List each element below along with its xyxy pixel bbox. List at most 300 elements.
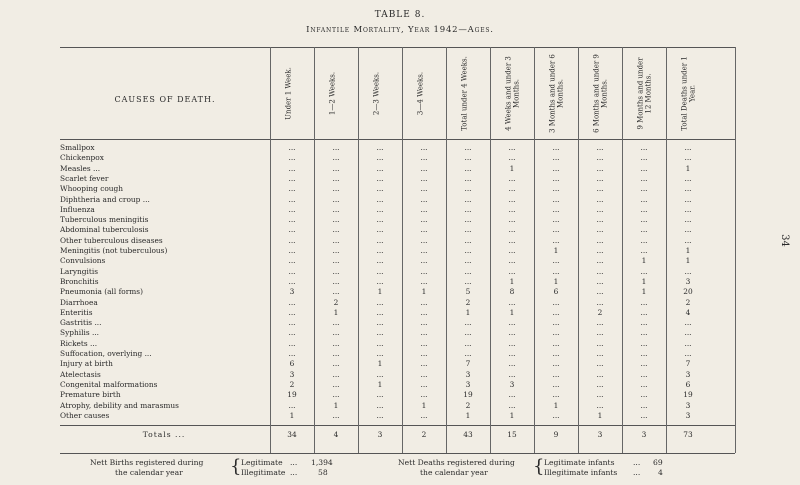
- cause-label: Tuberculous meningitis: [60, 215, 149, 225]
- table-cell: ...: [684, 173, 692, 183]
- totals-cell: 2: [421, 430, 427, 439]
- cause-label: Convulsions: [60, 256, 106, 266]
- table-row: [0, 328, 800, 338]
- table-cell: ...: [420, 256, 428, 266]
- table-cell: 2: [685, 297, 691, 307]
- table-cell: ...: [332, 369, 340, 379]
- table-cell: ...: [596, 276, 604, 286]
- table-cell: ...: [332, 143, 340, 152]
- deaths-label-2: the calendar year: [420, 468, 488, 477]
- table-cell: ...: [464, 215, 472, 225]
- table-cell: ...: [376, 266, 384, 276]
- table-cell: ...: [332, 173, 340, 183]
- births-legit-dots: ...: [290, 458, 298, 467]
- table-cell: ...: [464, 194, 472, 204]
- table-cell: ...: [596, 163, 604, 173]
- table-row: [0, 225, 800, 235]
- table-row: [0, 308, 800, 318]
- table-cell: ...: [552, 266, 560, 276]
- table-cell: 4: [685, 307, 691, 317]
- table-cell: ...: [376, 307, 384, 317]
- table-cell: ...: [288, 349, 296, 358]
- table-cell: ...: [420, 410, 428, 420]
- totals-cell: 34: [287, 430, 297, 439]
- table-cell: ...: [552, 318, 560, 328]
- table-cell: 3: [465, 369, 471, 379]
- table-cell: ...: [332, 184, 340, 194]
- totals-cell: 73: [683, 430, 693, 439]
- table-row: [0, 205, 800, 215]
- table-cell: ...: [332, 256, 340, 266]
- table-cell: ...: [640, 163, 648, 173]
- table-cell: 1: [685, 246, 691, 255]
- table-cell: ...: [640, 369, 648, 379]
- table-row: [0, 380, 800, 390]
- totals-label: Totals ...: [142, 430, 186, 439]
- table-cell: ...: [596, 400, 604, 410]
- cause-label: Abdominal tuberculosis: [60, 225, 149, 235]
- table-cell: ...: [376, 369, 384, 379]
- table-cell: ...: [640, 297, 648, 307]
- table-cell: 1: [509, 307, 515, 317]
- table-cell: ...: [464, 266, 472, 276]
- table-cell: ...: [288, 400, 296, 410]
- table-cell: ...: [552, 143, 560, 152]
- table-cell: 1: [421, 400, 427, 410]
- table-cell: ...: [288, 318, 296, 328]
- cause-label: Diphtheria and croup ...: [60, 194, 150, 204]
- table-cell: ...: [508, 143, 516, 152]
- table-cell: ...: [684, 143, 692, 152]
- table-cell: ...: [288, 328, 296, 338]
- table-cell: ...: [508, 256, 516, 266]
- table-cell: ...: [552, 369, 560, 379]
- table-cell: 1: [553, 246, 559, 255]
- table-cell: ...: [508, 400, 516, 410]
- table-cell: 3: [685, 400, 691, 410]
- table-cell: ...: [552, 410, 560, 420]
- table-cell: ...: [332, 338, 340, 348]
- table-cell: ...: [420, 328, 428, 338]
- table-cell: ...: [464, 349, 472, 358]
- table-cell: ...: [640, 143, 648, 152]
- table-cell: ...: [288, 143, 296, 152]
- table-cell: ...: [508, 349, 516, 358]
- table-cell: 20: [683, 287, 693, 297]
- column-header: Under 1 Week.: [284, 66, 293, 120]
- table-cell: ...: [420, 338, 428, 348]
- table-row: [0, 195, 800, 205]
- table-cell: ...: [684, 266, 692, 276]
- cause-label: Enteritis: [60, 307, 93, 317]
- table-cell: ...: [640, 173, 648, 183]
- table-cell: 6: [553, 287, 559, 297]
- bottom-rule: [60, 453, 735, 454]
- table-row: [0, 370, 800, 380]
- table-cell: ...: [596, 153, 604, 163]
- table-cell: ...: [552, 163, 560, 173]
- table-cell: ...: [640, 400, 648, 410]
- totals-cell: 4: [333, 430, 339, 439]
- table-cell: ...: [508, 184, 516, 194]
- table-cell: ...: [596, 318, 604, 328]
- table-cell: ...: [684, 194, 692, 204]
- table-cell: 1: [553, 276, 559, 286]
- causes-header: CAUSES OF DEATH.: [114, 95, 216, 104]
- table-cell: 1: [333, 400, 339, 410]
- table-cell: ...: [288, 246, 296, 255]
- deaths-illegit-dots: ...: [633, 468, 641, 477]
- cause-label: Injury at birth: [60, 359, 113, 369]
- table-cell: ...: [376, 256, 384, 266]
- table-cell: ...: [332, 225, 340, 235]
- table-cell: ...: [596, 359, 604, 369]
- table-title: TABLE 8.: [374, 10, 426, 20]
- table-cell: ...: [332, 318, 340, 328]
- table-cell: 1: [641, 256, 647, 266]
- cause-label: Gastritis ...: [60, 318, 102, 328]
- table-cell: 3: [685, 410, 691, 420]
- table-cell: 3: [289, 369, 295, 379]
- table-cell: 3: [465, 379, 471, 389]
- table-cell: 3: [685, 369, 691, 379]
- table-cell: ...: [596, 235, 604, 245]
- table-cell: ...: [552, 215, 560, 225]
- table-cell: 3: [685, 276, 691, 286]
- cause-label: Pneumonia (all forms): [60, 287, 143, 297]
- table-row: [0, 390, 800, 400]
- table-cell: ...: [332, 390, 340, 400]
- table-cell: ...: [508, 173, 516, 183]
- table-cell: ...: [684, 184, 692, 194]
- table-cell: ...: [288, 215, 296, 225]
- table-cell: ...: [596, 328, 604, 338]
- table-cell: ...: [640, 204, 648, 214]
- table-cell: 19: [287, 390, 297, 400]
- table-cell: ...: [464, 256, 472, 266]
- totals-cell: 3: [641, 430, 647, 439]
- table-cell: 6: [289, 359, 295, 369]
- table-cell: ...: [288, 276, 296, 286]
- table-cell: ...: [288, 194, 296, 204]
- table-cell: ...: [596, 194, 604, 204]
- table-cell: ...: [508, 215, 516, 225]
- table-cell: ...: [376, 297, 384, 307]
- table-cell: ...: [552, 328, 560, 338]
- table-cell: ...: [552, 349, 560, 358]
- table-cell: ...: [420, 318, 428, 328]
- column-header: 6 Months and under 9 Months.: [592, 53, 608, 133]
- table-cell: ...: [684, 153, 692, 163]
- table-row: [0, 277, 800, 287]
- table-cell: ...: [464, 276, 472, 286]
- table-cell: ...: [552, 390, 560, 400]
- table-cell: 19: [683, 390, 693, 400]
- deaths-illegit-label: Illegitimate infants: [544, 468, 618, 477]
- table-cell: ...: [464, 163, 472, 173]
- births-brace: {: [230, 456, 242, 477]
- table-cell: ...: [376, 400, 384, 410]
- table-cell: ...: [288, 225, 296, 235]
- table-cell: ...: [376, 318, 384, 328]
- table-cell: ...: [332, 276, 340, 286]
- table-cell: ...: [376, 328, 384, 338]
- cause-label: Influenza: [60, 204, 95, 214]
- table-cell: ...: [376, 173, 384, 183]
- table-cell: ...: [684, 318, 692, 328]
- table-cell: ...: [420, 297, 428, 307]
- table-cell: 1: [509, 410, 515, 420]
- table-row: [0, 215, 800, 225]
- table-cell: 1: [465, 410, 471, 420]
- column-header: 9 Months and under 12 Months.: [636, 56, 652, 130]
- cause-label: Atelectasis: [60, 369, 101, 379]
- table-cell: ...: [464, 173, 472, 183]
- table-cell: ...: [640, 184, 648, 194]
- table-cell: ...: [332, 379, 340, 389]
- table-cell: ...: [508, 225, 516, 235]
- table-row: [0, 153, 800, 163]
- table-cell: ...: [552, 204, 560, 214]
- table-cell: ...: [640, 266, 648, 276]
- table-cell: ...: [684, 215, 692, 225]
- table-cell: ...: [640, 410, 648, 420]
- table-cell: ...: [508, 318, 516, 328]
- table-cell: ...: [596, 390, 604, 400]
- table-cell: ...: [552, 225, 560, 235]
- cause-label: Meningitis (not tuberculous): [60, 246, 168, 255]
- table-cell: ...: [376, 276, 384, 286]
- table-cell: ...: [640, 307, 648, 317]
- table-cell: 1: [421, 287, 427, 297]
- table-cell: ...: [332, 246, 340, 255]
- table-cell: ...: [420, 143, 428, 152]
- totals-cell: 3: [597, 430, 603, 439]
- totals-cell: 9: [553, 430, 559, 439]
- table-cell: ...: [420, 369, 428, 379]
- table-cell: 1: [377, 359, 383, 369]
- table-cell: ...: [464, 318, 472, 328]
- table-cell: ...: [640, 215, 648, 225]
- table-cell: 1: [377, 379, 383, 389]
- table-cell: ...: [420, 194, 428, 204]
- table-cell: ...: [552, 379, 560, 389]
- table-cell: ...: [464, 225, 472, 235]
- table-cell: ...: [640, 359, 648, 369]
- table-cell: ...: [596, 256, 604, 266]
- totals-cell: 43: [463, 430, 473, 439]
- table-cell: ...: [288, 184, 296, 194]
- cause-label: Suffocation, overlying ...: [60, 349, 152, 358]
- table-row: [0, 298, 800, 308]
- deaths-legit-value: 69: [653, 458, 663, 467]
- table-cell: ...: [596, 143, 604, 152]
- table-cell: ...: [288, 163, 296, 173]
- table-cell: ...: [420, 307, 428, 317]
- table-cell: ...: [640, 153, 648, 163]
- table-cell: ...: [376, 349, 384, 358]
- table-row: [0, 174, 800, 184]
- table-cell: ...: [596, 349, 604, 358]
- table-cell: ...: [376, 215, 384, 225]
- table-cell: ...: [288, 204, 296, 214]
- table-cell: ...: [640, 318, 648, 328]
- table-cell: ...: [552, 173, 560, 183]
- table-cell: ...: [376, 153, 384, 163]
- table-cell: 1: [465, 307, 471, 317]
- table-row: [0, 143, 800, 153]
- table-row: [0, 184, 800, 194]
- deaths-brace: {: [533, 456, 545, 477]
- table-cell: ...: [420, 390, 428, 400]
- table-cell: ...: [640, 235, 648, 245]
- totals-cell: 3: [377, 430, 383, 439]
- table-cell: 3: [509, 379, 515, 389]
- table-cell: 1: [685, 163, 691, 173]
- cause-label: Scarlet fever: [60, 173, 109, 183]
- table-cell: ...: [332, 266, 340, 276]
- cause-label: Congenital malformations: [60, 379, 158, 389]
- table-cell: ...: [508, 246, 516, 255]
- table-cell: 1: [509, 163, 515, 173]
- table-cell: 3: [289, 287, 295, 297]
- cause-label: Diarrhoea: [60, 297, 98, 307]
- table-cell: ...: [420, 349, 428, 358]
- totals-row: [0, 430, 800, 440]
- table-cell: ...: [552, 194, 560, 204]
- table-cell: ...: [552, 256, 560, 266]
- column-header: 3 Months and under 6 Months.: [548, 53, 564, 133]
- table-cell: 2: [597, 307, 603, 317]
- table-cell: ...: [640, 390, 648, 400]
- table-cell: ...: [508, 235, 516, 245]
- table-cell: ...: [596, 246, 604, 255]
- table-cell: ...: [464, 338, 472, 348]
- table-cell: 1: [333, 307, 339, 317]
- table-cell: ...: [640, 328, 648, 338]
- table-row: [0, 267, 800, 277]
- table-cell: ...: [508, 266, 516, 276]
- cause-label: Rickets ...: [60, 338, 98, 348]
- table-cell: ...: [376, 338, 384, 348]
- table-cell: ...: [552, 338, 560, 348]
- table-cell: ...: [684, 349, 692, 358]
- table-cell: 1: [597, 410, 603, 420]
- table-cell: 5: [465, 287, 471, 297]
- table-cell: ...: [332, 410, 340, 420]
- table-cell: ...: [596, 287, 604, 297]
- table-row: [0, 236, 800, 246]
- table-row: [0, 349, 800, 359]
- table-cell: ...: [596, 184, 604, 194]
- table-cell: ...: [596, 297, 604, 307]
- table-cell: ...: [420, 215, 428, 225]
- cause-label: Smallpox: [60, 143, 95, 152]
- table-row: [0, 401, 800, 411]
- table-cell: ...: [640, 338, 648, 348]
- table-cell: ...: [376, 390, 384, 400]
- deaths-legit-label: Legitimate infants: [544, 458, 615, 467]
- table-row: [0, 246, 800, 256]
- table-cell: ...: [332, 163, 340, 173]
- table-cell: ...: [288, 173, 296, 183]
- table-cell: ...: [464, 235, 472, 245]
- table-cell: ...: [640, 225, 648, 235]
- cause-label: Premature birth: [60, 390, 121, 400]
- table-cell: ...: [376, 204, 384, 214]
- table-cell: ...: [684, 338, 692, 348]
- table-cell: ...: [288, 338, 296, 348]
- cause-label: Other causes: [60, 410, 110, 420]
- table-cell: ...: [640, 349, 648, 358]
- table-cell: ...: [596, 369, 604, 379]
- table-cell: ...: [332, 235, 340, 245]
- table-cell: ...: [552, 153, 560, 163]
- table-cell: ...: [376, 184, 384, 194]
- table-cell: ...: [684, 225, 692, 235]
- table-cell: 7: [465, 359, 471, 369]
- table-row: [0, 287, 800, 297]
- table-cell: ...: [332, 215, 340, 225]
- table-cell: ...: [332, 359, 340, 369]
- table-row: [0, 164, 800, 174]
- table-cell: ...: [420, 235, 428, 245]
- births-illegit-dots: ...: [290, 468, 298, 477]
- table-cell: ...: [464, 143, 472, 152]
- deaths-illegit-value: 4: [658, 468, 663, 477]
- table-cell: ...: [420, 276, 428, 286]
- table-cell: 8: [509, 287, 515, 297]
- table-cell: 1: [553, 400, 559, 410]
- table-row: [0, 318, 800, 328]
- table-cell: ...: [288, 256, 296, 266]
- births-label-2: the calendar year: [115, 468, 183, 477]
- table-cell: ...: [596, 225, 604, 235]
- table-cell: 19: [463, 390, 473, 400]
- column-header: Total under 4 Weeks.: [460, 55, 469, 131]
- table-cell: ...: [420, 163, 428, 173]
- table-cell: ...: [420, 153, 428, 163]
- cause-label: Whooping cough: [60, 184, 124, 194]
- page-number: 34: [778, 234, 790, 247]
- births-legit-value: 1,394: [311, 458, 333, 467]
- table-cell: ...: [596, 204, 604, 214]
- table-cell: 1: [509, 276, 515, 286]
- table-cell: ...: [376, 143, 384, 152]
- table-cell: ...: [552, 359, 560, 369]
- table-cell: 2: [465, 400, 471, 410]
- table-cell: ...: [552, 184, 560, 194]
- table-cell: ...: [508, 297, 516, 307]
- births-illegit-label: Illegitimate: [241, 468, 286, 477]
- header-rule: [60, 139, 735, 140]
- table-row: [0, 359, 800, 369]
- top-rule: [60, 47, 735, 48]
- table-cell: ...: [288, 235, 296, 245]
- table-cell: ...: [376, 194, 384, 204]
- table-cell: ...: [684, 204, 692, 214]
- table-cell: 1: [641, 276, 647, 286]
- table-cell: ...: [508, 359, 516, 369]
- table-row: [0, 256, 800, 266]
- table-cell: ...: [332, 349, 340, 358]
- cause-label: Atrophy, debility and marasmus: [60, 400, 179, 410]
- cause-label: Laryngitis: [60, 266, 99, 276]
- table-cell: ...: [420, 379, 428, 389]
- table-cell: ...: [464, 246, 472, 255]
- column-header: 2—3 Weeks.: [372, 71, 381, 115]
- births-legit-label: Legitimate: [241, 458, 283, 467]
